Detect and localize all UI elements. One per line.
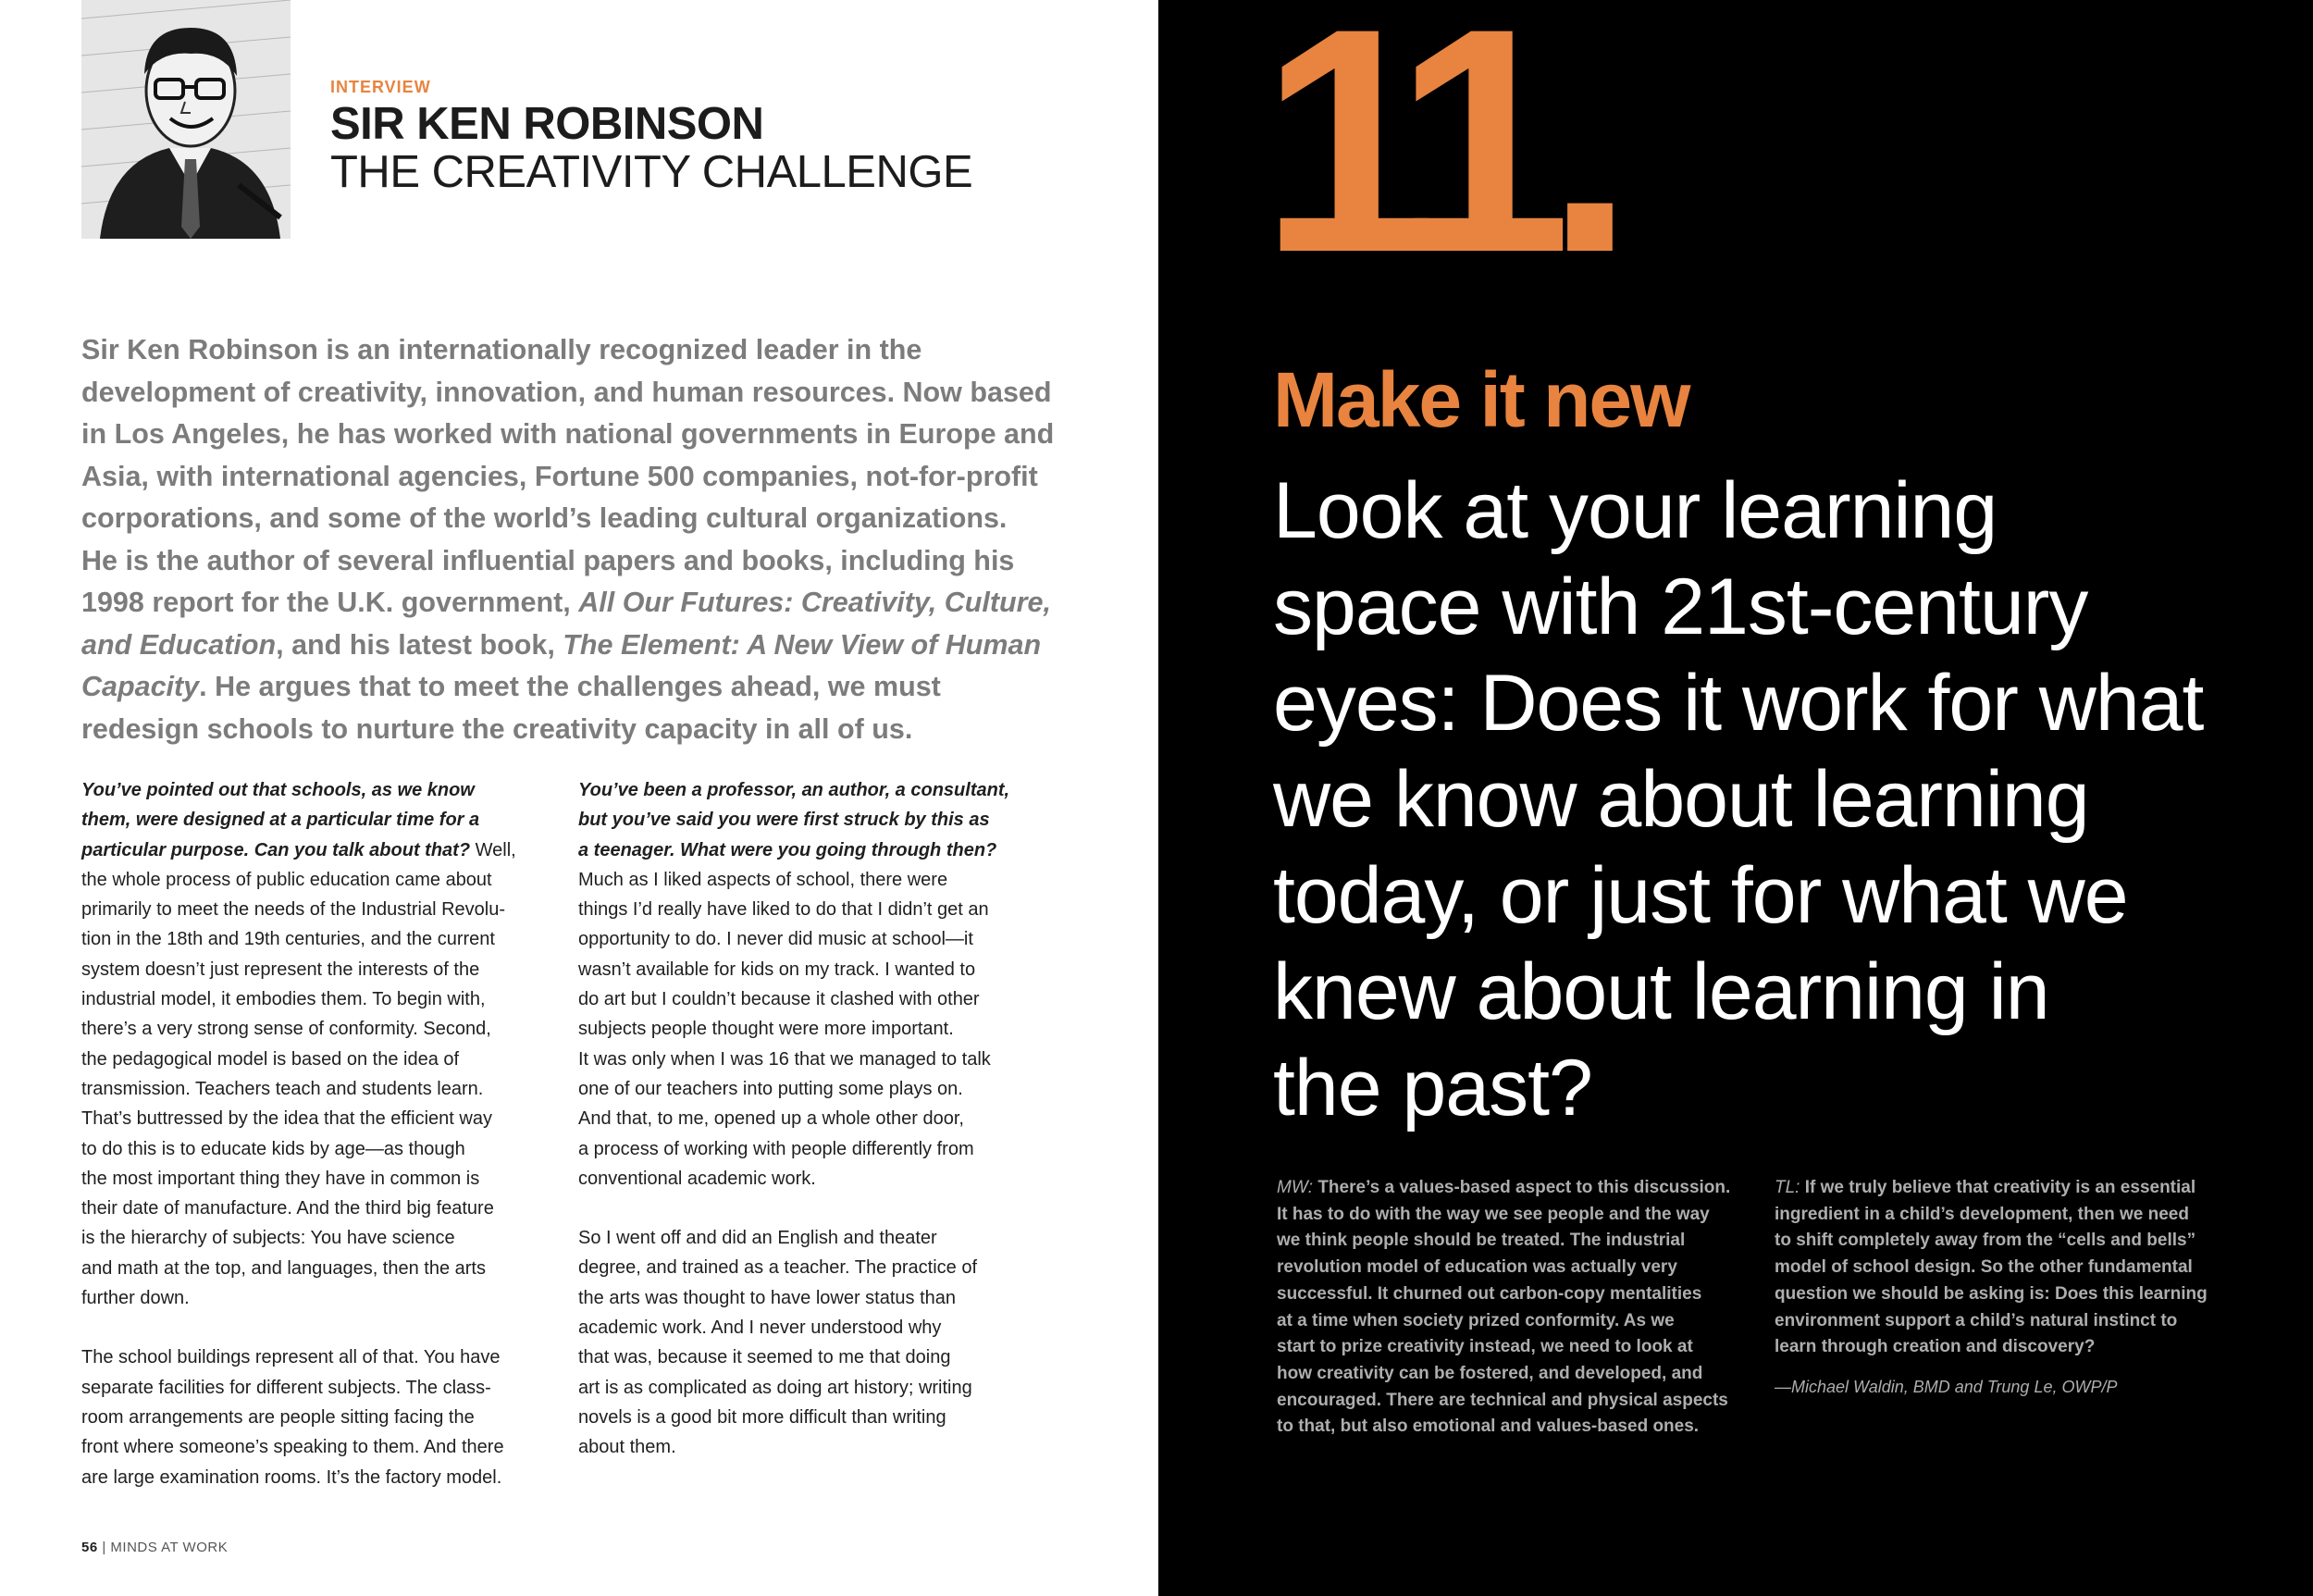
text-line: things I’d really have liked to do that I didn’t get an [578,899,989,921]
quote-line: to shift completely away from the “cells and bells” [1775,1231,2196,1251]
text-line: and math at the top, and languages, then the arts [81,1257,486,1279]
text-line: the pedagogical model is based on the idea of [81,1048,460,1070]
text-line: the whole process of public education came about [81,869,492,890]
intro-text: , and his latest book, [276,628,563,661]
quote-line: how creativity can be fostered, and developed, and [1277,1363,1703,1383]
intro-paragraph [81,329,1053,750]
quote-line: at a time when society prized conformity. As we [1277,1310,1675,1330]
quote-line: question we should be asking is: Does this learning [1775,1283,2208,1304]
section-heading: Make it new [1273,356,1689,443]
text-line: wasn’t available for kids on my track. I wanted to [578,959,976,980]
quote-line: we think people should be treated. The industrial [1277,1231,1686,1251]
text-line: primarily to meet the needs of the Industrial Revolu- [81,899,505,921]
intro-line [81,666,1053,709]
intro-line: Sir Ken Robinson is an internationally recognized leader in the [81,334,922,365]
text-line: there’s a very strong sense of conformity. Second, [81,1019,491,1040]
text-line: front where someone’s speaking to them. And there [81,1437,504,1458]
text-line: one of our teachers into putting some plays on. [578,1078,963,1099]
question-line: but you’ve said you were first struck by this as [578,810,990,831]
quote-line: to that, but also emotional and values-based ones. [1277,1417,1700,1437]
text-line: subjects people thought were more important. [578,1019,954,1040]
quote-line [1775,1175,2256,1202]
text-line: room arrangements are people sitting facing the [81,1406,475,1428]
quote-line: encouraged. There are technical and physical aspects [1277,1390,1728,1410]
quote-initials: MW: [1277,1178,1314,1197]
text-line: Much as I liked aspects of school, there were [578,869,948,890]
quote-line: ingredient in a child’s development, then we need [1775,1204,2189,1224]
text-line: transmission. Teachers teach and students learn. [81,1078,484,1099]
text-line: do art but I couldn’t because it clashed with other [578,989,980,1010]
text-line: The school buildings represent all of that. You have [81,1347,501,1368]
headline-line: we know about learning [1273,755,2089,844]
question-line: You’ve pointed out that schools, as we know [81,780,475,800]
quote-line: learn through creation and discovery? [1775,1337,2096,1357]
text-line: further down. [81,1288,190,1309]
question-line: a teenager. What were you going through then? [578,839,997,860]
intro-line: Asia, with international agencies, Fortune 500 companies, not-for-profit [81,460,1038,492]
quote-mw [1277,1175,1758,1441]
text-line: art is as complicated as doing art history; writing [578,1377,972,1398]
headline-line: today, or just for what we [1273,851,2128,940]
text-line: separate facilities for different subjects. The class- [81,1377,491,1398]
footer-section: MINDS AT WORK [110,1540,229,1555]
text-line [81,835,572,865]
text-line: their date of manufacture. And the third big feature [81,1198,494,1219]
text-line: And that, to me, opened up a whole other door, [578,1108,964,1130]
text-line: a process of working with people differently from [578,1138,974,1159]
headline-line: Look at your learning [1273,466,1998,555]
question-text: particular purpose. Can you talk about that? [81,839,471,860]
text-line: So I went off and did an English and theater [578,1228,937,1249]
article-title-name: SIR KEN ROBINSON [330,99,764,149]
quote-credit: —Michael Waldin, BMD and Trung Le, OWP/P [1775,1377,2118,1396]
article-kicker: INTERVIEW [330,78,431,96]
question-line: You’ve been a professor, an author, a consultant, [578,780,1010,800]
quote-initials: TL: [1775,1178,1800,1197]
text-line: to do this is to educate kids by age—as though [81,1138,465,1159]
intro-line: He is the author of several influential papers and books, including his [81,544,1015,576]
intro-line: in Los Angeles, he has worked with national governments in Europe and [81,418,1055,450]
quote-text: There’s a values-based aspect to this discussion. [1313,1178,1731,1197]
text-line: system doesn’t just represent the interests of the [81,959,480,980]
text-line: opportunity to do. I never did music at school—it [578,929,973,950]
section-number: 11. [1260,0,1609,319]
intro-text: 1998 report for the U.K. government, [81,587,579,618]
article-title-subtitle: THE CREATIVITY CHALLENGE [330,147,973,197]
interview-paragraph [578,1223,1069,1462]
headline-line: knew about learning in [1273,947,2049,1036]
text-line: the most important thing they have in common is [81,1168,480,1189]
page-footer [81,1540,228,1555]
book-title: and Education [81,628,277,661]
interview-column-2 [578,775,1069,1463]
headline-line: eyes: Does it work for what [1273,659,2204,748]
text-line: That’s buttressed by the idea that the efficient way [81,1108,492,1130]
intro-text: . He argues that to meet the challenges ahead, we must [199,671,941,702]
text-line: It was only when I was 16 that we managed to talk [578,1048,991,1070]
book-title: Capacity [81,671,200,702]
text-line: novels is a good bit more difficult than writing [578,1406,946,1428]
interview-paragraph [81,1342,572,1491]
right-page [1158,0,2313,1596]
text-line: that was, because it seemed to me that doing [578,1347,951,1368]
question-line: them, were designed at a particular time for a [81,810,480,831]
text-line: degree, and trained as a teacher. The practice of [578,1257,978,1279]
book-title: The Element: A New View of Human [563,628,1042,661]
quote-line: start to prize creativity instead, we need to look at [1277,1337,1693,1357]
intro-line [81,582,1053,625]
quote-line [1277,1175,1758,1202]
text-line: conventional academic work. [578,1168,816,1189]
answer-text: Well, [470,839,516,860]
intro-line [81,625,1053,667]
text-line: tion in the 18th and 19th centuries, and the current [81,929,495,950]
section-headline [1273,463,2300,1136]
quote-line: successful. It churned out carbon-copy mentalities [1277,1283,1702,1304]
quote-line: model of school design. So the other fundamental [1775,1257,2193,1278]
footer-separator: | [97,1540,111,1555]
quote-line: It has to do with the way we see people and the way [1277,1204,1710,1224]
quote-text: If we truly believe that creativity is an essential [1800,1178,2196,1197]
text-line: industrial model, it embodies them. To begin with, [81,989,486,1010]
headline-line: space with 21st-century [1273,563,2088,651]
quote-line: environment support a child’s natural instinct to [1775,1310,2178,1330]
intro-line: corporations, and some of the world’s leading cultural organizations. [81,502,1008,534]
text-line: about them. [578,1437,676,1458]
text-line: is the hierarchy of subjects: You have science [81,1228,455,1249]
text-line: academic work. And I never understood why [578,1318,942,1339]
intro-line: redesign schools to nurture the creativity capacity in all of us. [81,712,913,745]
page-number: 56 [81,1540,98,1555]
interview-paragraph [578,775,1069,1194]
author-portrait [81,0,291,239]
quote-line: revolution model of education was actually very [1277,1257,1677,1278]
interview-column-1 [81,775,572,1492]
intro-line: development of creativity, innovation, and human resources. Now based [81,376,1052,408]
portrait-illustration [81,0,291,239]
quote-tl [1775,1175,2256,1401]
book-title: All Our Futures: Creativity, Culture, [578,587,1051,618]
text-line: are large examination rooms. It’s the factory model. [81,1466,502,1488]
headline-line: the past? [1273,1044,1592,1132]
text-line: the arts was thought to have lower status than [578,1287,957,1308]
interview-paragraph [81,775,572,1313]
